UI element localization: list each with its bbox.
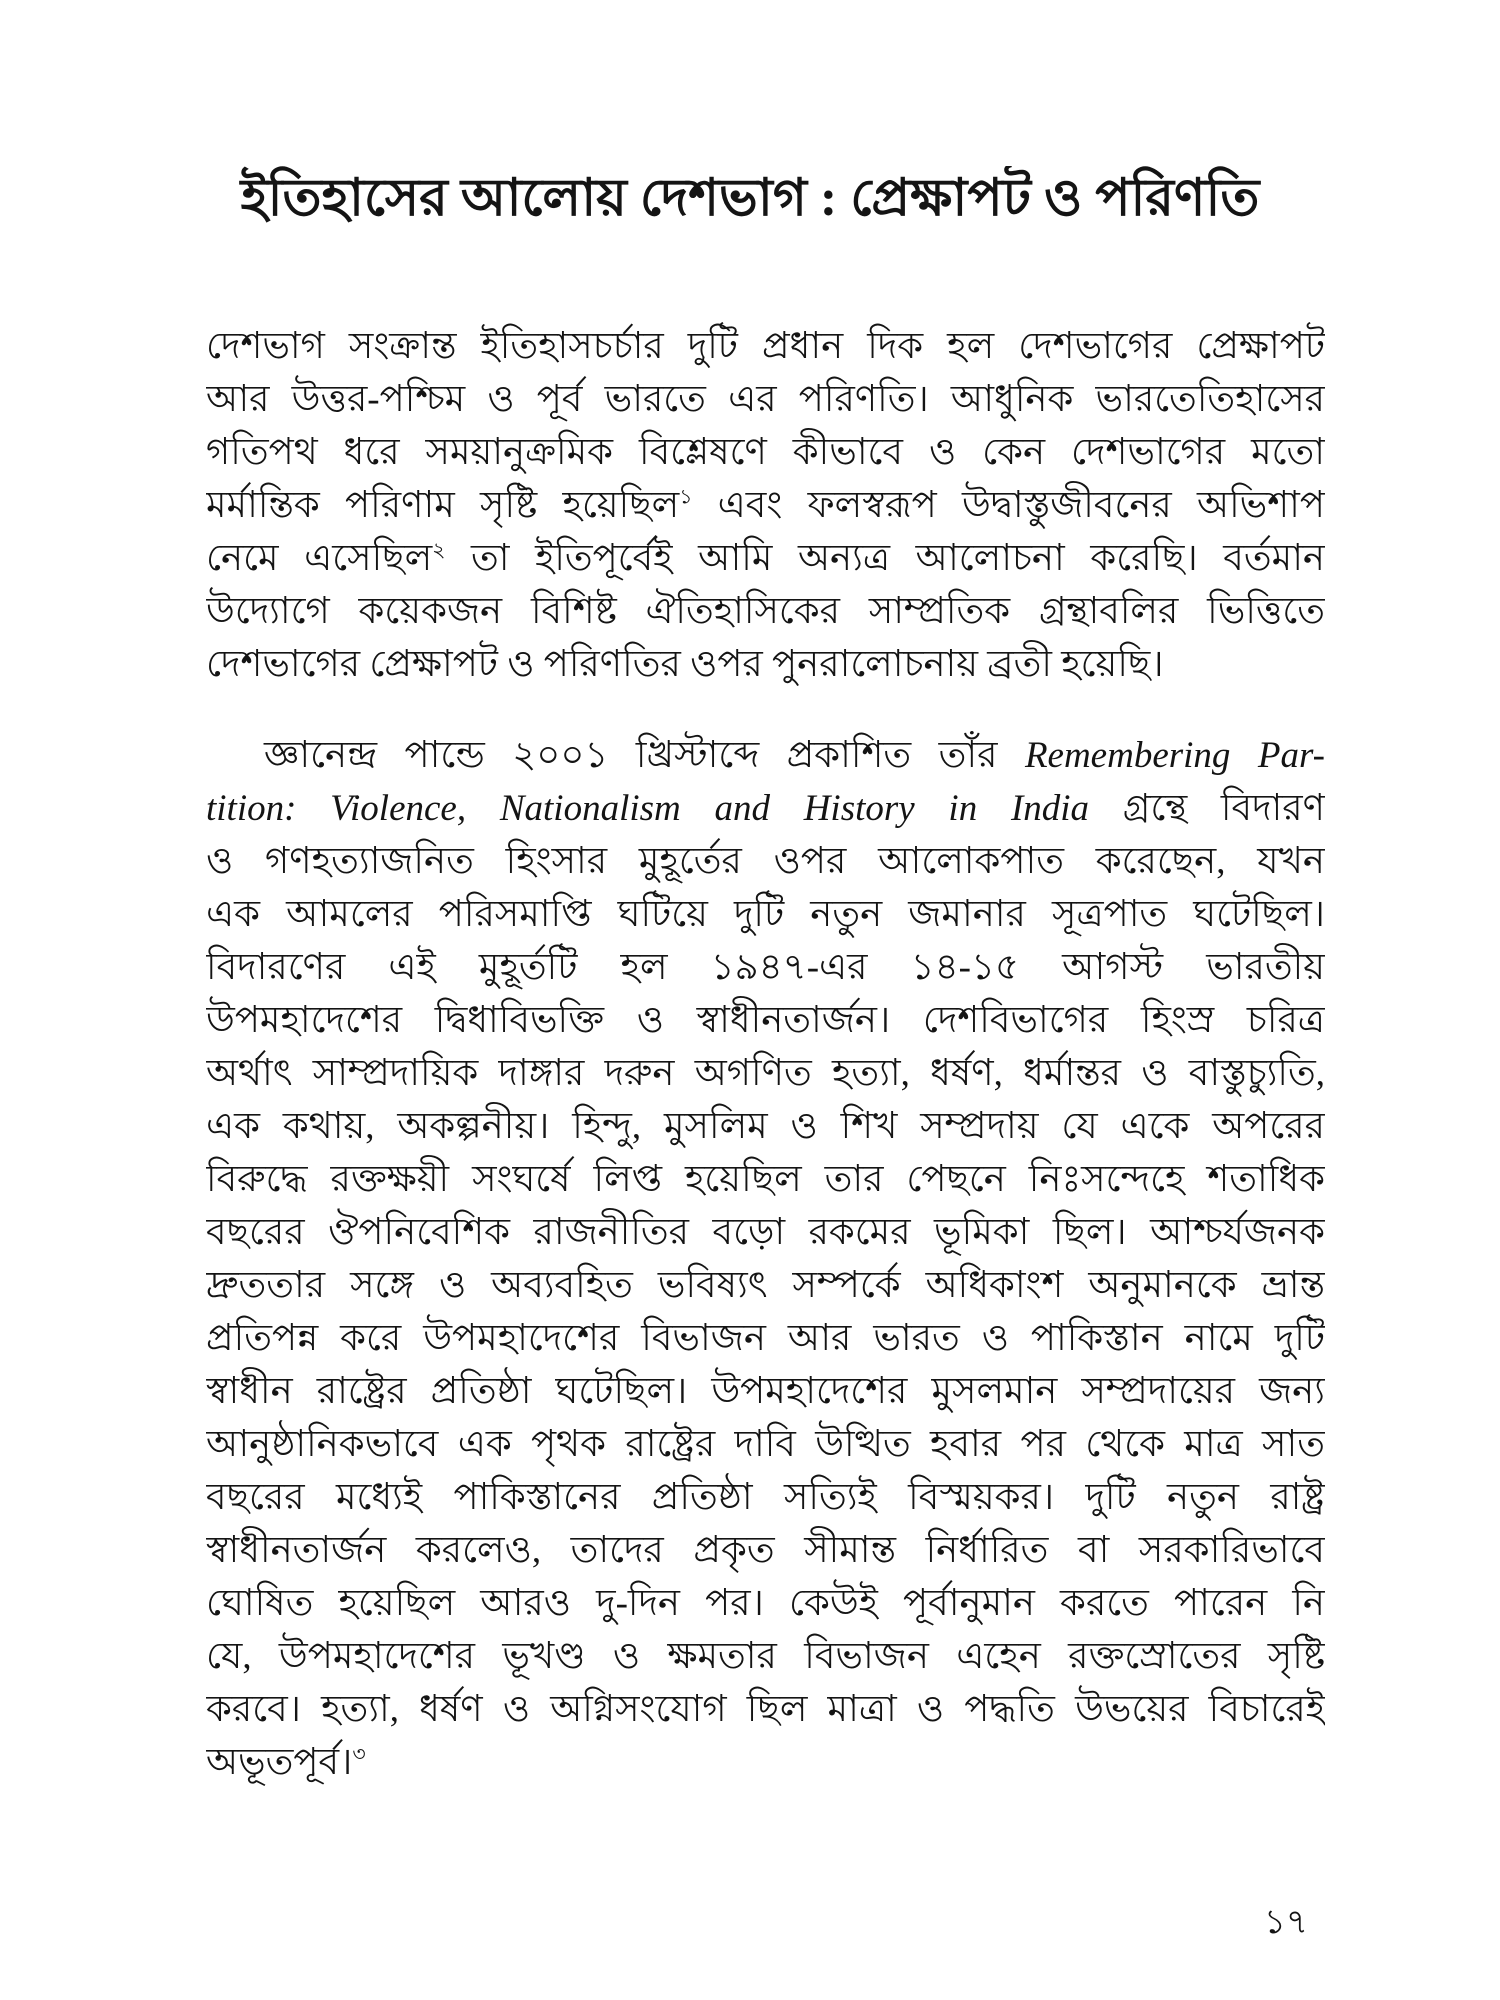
text-segment: বছরের মধ্যেই পাকিস্তানের প্রতিষ্ঠা সত্যিই বিস্ময়কর। দুটি নতুন রাষ্ট্র (206, 1477, 1325, 1518)
text-line (206, 729, 1325, 782)
footnote-marker: ১ (679, 486, 693, 509)
chapter-title: ইতিহাসের আলোয় দেশভাগ : প্রেক্ষাপট ও পরিণতি (240, 170, 1260, 227)
text-segment: মর্মান্তিক পরিণাম সৃষ্টি হয়েছিল (206, 485, 680, 526)
text-segment: আনুষ্ঠানিকভাবে এক পৃথক রাষ্ট্রের দাবি উত্থিত হবার পর থেকে মাত্র সাত (206, 1424, 1325, 1465)
text-line (206, 1047, 1325, 1100)
text-line (206, 994, 1325, 1047)
text-line (206, 1471, 1325, 1524)
text-line (206, 426, 1325, 479)
text-segment: এবং ফলস্বরূপ উদ্বাস্তুজীবনের অভিশাপ (692, 485, 1325, 526)
text-line (206, 1577, 1325, 1630)
page-number: ১৭ (1263, 1904, 1308, 1941)
text-segment: বছরের ঔপনিবেশিক রাজনীতির বড়ো রকমের ভূমিকা ছিল। আশ্চর্যজনক (206, 1212, 1325, 1253)
text-segment: স্বাধীন রাষ্ট্রের প্রতিষ্ঠা ঘটেছিল। উপমহাদেশের মুসলমান সম্প্রদায়ের জন্য (206, 1371, 1325, 1412)
text-line (206, 479, 1325, 532)
text-line (206, 1259, 1325, 1312)
text-segment: দ্রুততার সঙ্গে ও অব্যবহিত ভবিষ্যৎ সম্পর্কে অধিকাংশ অনুমানকে ভ্রান্ত (206, 1265, 1325, 1306)
text-line (206, 1100, 1325, 1153)
text-segment: প্রতিপন্ন করে উপমহাদেশের বিভাজন আর ভারত ও পাকিস্তান নামে দুটি (206, 1318, 1325, 1359)
text-segment: বিদারণের এই মুহূর্তটি হল ১৯৪৭-এর ১৪-১৫ আগস্ট ভারতীয় (206, 947, 1325, 988)
text-segment: তা ইতিপূর্বেই আমি অন্যত্র আলোচনা করেছি। বর্তমান (445, 538, 1325, 579)
body-text (206, 320, 1325, 1789)
paragraph (206, 729, 1325, 1789)
text-segment: আর উত্তর-পশ্চিম ও পূর্ব ভারতে এর পরিণতি। আধুনিক ভারতেতিহাসের (206, 379, 1325, 420)
text-segment: এক আমলের পরিসমাপ্তি ঘটিয়ে দুটি নতুন জমানার সূত্রপাত ঘটেছিল। (206, 894, 1325, 935)
text-segment: দেশভাগ সংক্রান্ত ইতিহাসচর্চার দুটি প্রধান দিক হল দেশভাগের প্রেক্ষাপট (206, 326, 1325, 367)
text-segment: বিরুদ্ধে রক্তক্ষয়ী সংঘর্ষে লিপ্ত হয়েছিল তার পেছনে নিঃসন্দেহে শতাধিক (206, 1159, 1325, 1200)
text-line (206, 1153, 1325, 1206)
text-line (206, 320, 1325, 373)
italic-book-title: Remembering Par- (1024, 735, 1325, 776)
text-line (206, 1630, 1325, 1683)
paragraph (206, 320, 1325, 691)
text-line (206, 638, 1325, 691)
italic-book-title: tition: Violence, Nationalism and History in India (206, 788, 1090, 829)
text-segment: জ্ঞানেন্দ্র পান্ডে ২০০১ খ্রিস্টাব্দে প্রকাশিত তাঁর (264, 735, 1025, 776)
footnote-marker: ২ (432, 539, 446, 562)
footnote-marker: ৩ (352, 1743, 366, 1766)
text-line (206, 1418, 1325, 1471)
text-segment: এক কথায়, অকল্পনীয়। হিন্দু, মুসলিম ও শিখ সম্প্রদায় যে একে অপরের (206, 1106, 1325, 1147)
text-line (206, 1312, 1325, 1365)
text-segment: ও গণহত্যাজনিত হিংসার মুহূর্তের ওপর আলোকপাত করেছেন, যখন (206, 841, 1325, 882)
text-line (206, 941, 1325, 994)
text-line (206, 1683, 1325, 1736)
text-line (206, 532, 1325, 585)
text-segment: উদ্যোগে কয়েকজন বিশিষ্ট ঐতিহাসিকের সাম্প্রতিক গ্রন্থাবলির ভিত্তিতে (206, 591, 1325, 632)
text-segment: নেমে এসেছিল (206, 538, 433, 579)
text-line (206, 585, 1325, 638)
text-line (206, 1206, 1325, 1259)
text-line (206, 373, 1325, 426)
text-segment: দেশভাগের প্রেক্ষাপট ও পরিণতির ওপর পুনরালোচনায় ব্রতী হয়েছি। (206, 644, 1164, 685)
text-segment: যে, উপমহাদেশের ভূখণ্ড ও ক্ষমতার বিভাজন এহেন রক্তস্রোতের সৃষ্টি (206, 1636, 1325, 1677)
text-segment: অভূতপূর্ব। (206, 1742, 353, 1783)
text-segment: অর্থাৎ সাম্প্রদায়িক দাঙ্গার দরুন অগণিত হত্যা, ধর্ষণ, ধর্মান্তর ও বাস্তুচ্যুতি, (206, 1053, 1325, 1094)
text-segment: ঘোষিত হয়েছিল আরও দু-দিন পর। কেউই পূর্বানুমান করতে পারেন নি (206, 1583, 1325, 1624)
text-line (206, 1736, 1325, 1789)
text-segment: স্বাধীনতার্জন করলেও, তাদের প্রকৃত সীমান্ত নির্ধারিত বা সরকারিভাবে (206, 1530, 1325, 1571)
text-line (206, 888, 1325, 941)
text-segment: করবে। হত্যা, ধর্ষণ ও অগ্নিসংযোগ ছিল মাত্রা ও পদ্ধতি উভয়ের বিচারেই (206, 1689, 1325, 1730)
text-line (206, 782, 1325, 835)
text-segment: গ্রন্থে বিদারণ (1089, 788, 1325, 829)
text-line (206, 1365, 1325, 1418)
text-line (206, 835, 1325, 888)
text-segment: গতিপথ ধরে সময়ানুক্রমিক বিশ্লেষণে কীভাবে ও কেন দেশভাগের মতো (206, 432, 1325, 473)
text-segment: উপমহাদেশের দ্বিধাবিভক্তি ও স্বাধীনতার্জন। দেশবিভাগের হিংস্র চরিত্র (206, 1000, 1325, 1041)
text-line (206, 1524, 1325, 1577)
